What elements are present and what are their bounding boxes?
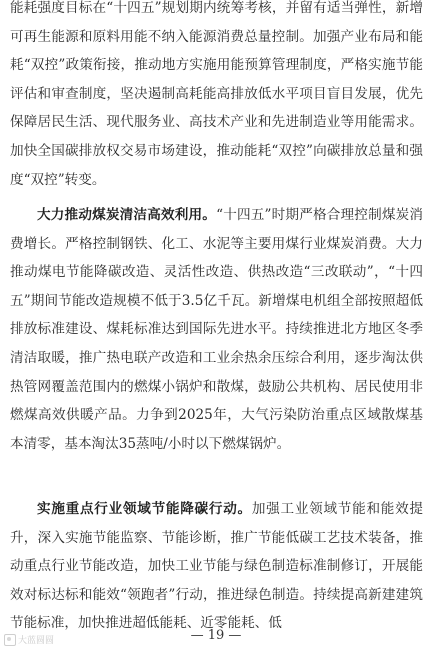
- paragraph-2: [10, 201, 423, 458]
- paragraph-1-text: 能耗强度目标在“十四五”规划期内统筹考核，并留有适当弹性，新增可再生能源和原料用能不纳入能源消费总量控制。加强产业布局和能耗“双控”政策衔接，推动地方实施用能预算管理制度，严格实施节能评估和审查制度，坚决遏制高耗能高排放低水平项目盲目发展，优先保障居民生活、现代服务业、高技术产业和先进制造业等用能需求。加快全国碳排放权交易市场建设，推动能耗“双控”向碳排放总量和强度“双控”转变。: [10, 0, 423, 188]
- watermark-text: 大蓝圆圆: [18, 636, 55, 646]
- paragraph-3-text: 加强工业领域节能和能效提升，深入实施节能监察、节能诊断，推广节能低碳工艺技术装备，推动重点行业节能改造，加快工业节能与绿色制造标准制修订，开展能效对标达标和能效“领跑者”行动，推进绿色制造。持续提高新建建筑节能标准，加快推进超低能耗、近零能耗、低: [10, 501, 424, 632]
- paragraph-3-heading: 实施重点行业领域节能降碳行动。: [37, 501, 252, 517]
- paragraph-2-text: “十四五”时期严格合理控制煤炭消费增长。严格控制钢铁、化工、水泥等主要用煤行业煤炭消费。大力推动煤电节能降碳改造、灵活性改造、供热改造“三改联动”，“十四五”期间节能改造规模不低于3.5亿千瓦。新增煤电机组全部按照超低排放标准建设、煤耗标准达到国际先进水平。持续推进北方地区冬季清洁取暖，推广热电联产改造和工业余热余压综合利用，逐步淘汰供热管网覆盖范围内的燃煤小锅炉和散煤，鼓励公共机构、居民使用非燃煤高效供暖产品。力争到2025年，大气污染防治重点区域散煤基本清零，基本淘汰35蒸吨/小时以下燃煤锅炉。: [10, 207, 424, 452]
- paragraph-3: [10, 495, 423, 638]
- page-number: — 19 —: [190, 628, 242, 643]
- paragraph-1: [10, 0, 423, 194]
- paragraph-2-heading: 大力推动煤炭清洁高效利用。: [37, 207, 217, 223]
